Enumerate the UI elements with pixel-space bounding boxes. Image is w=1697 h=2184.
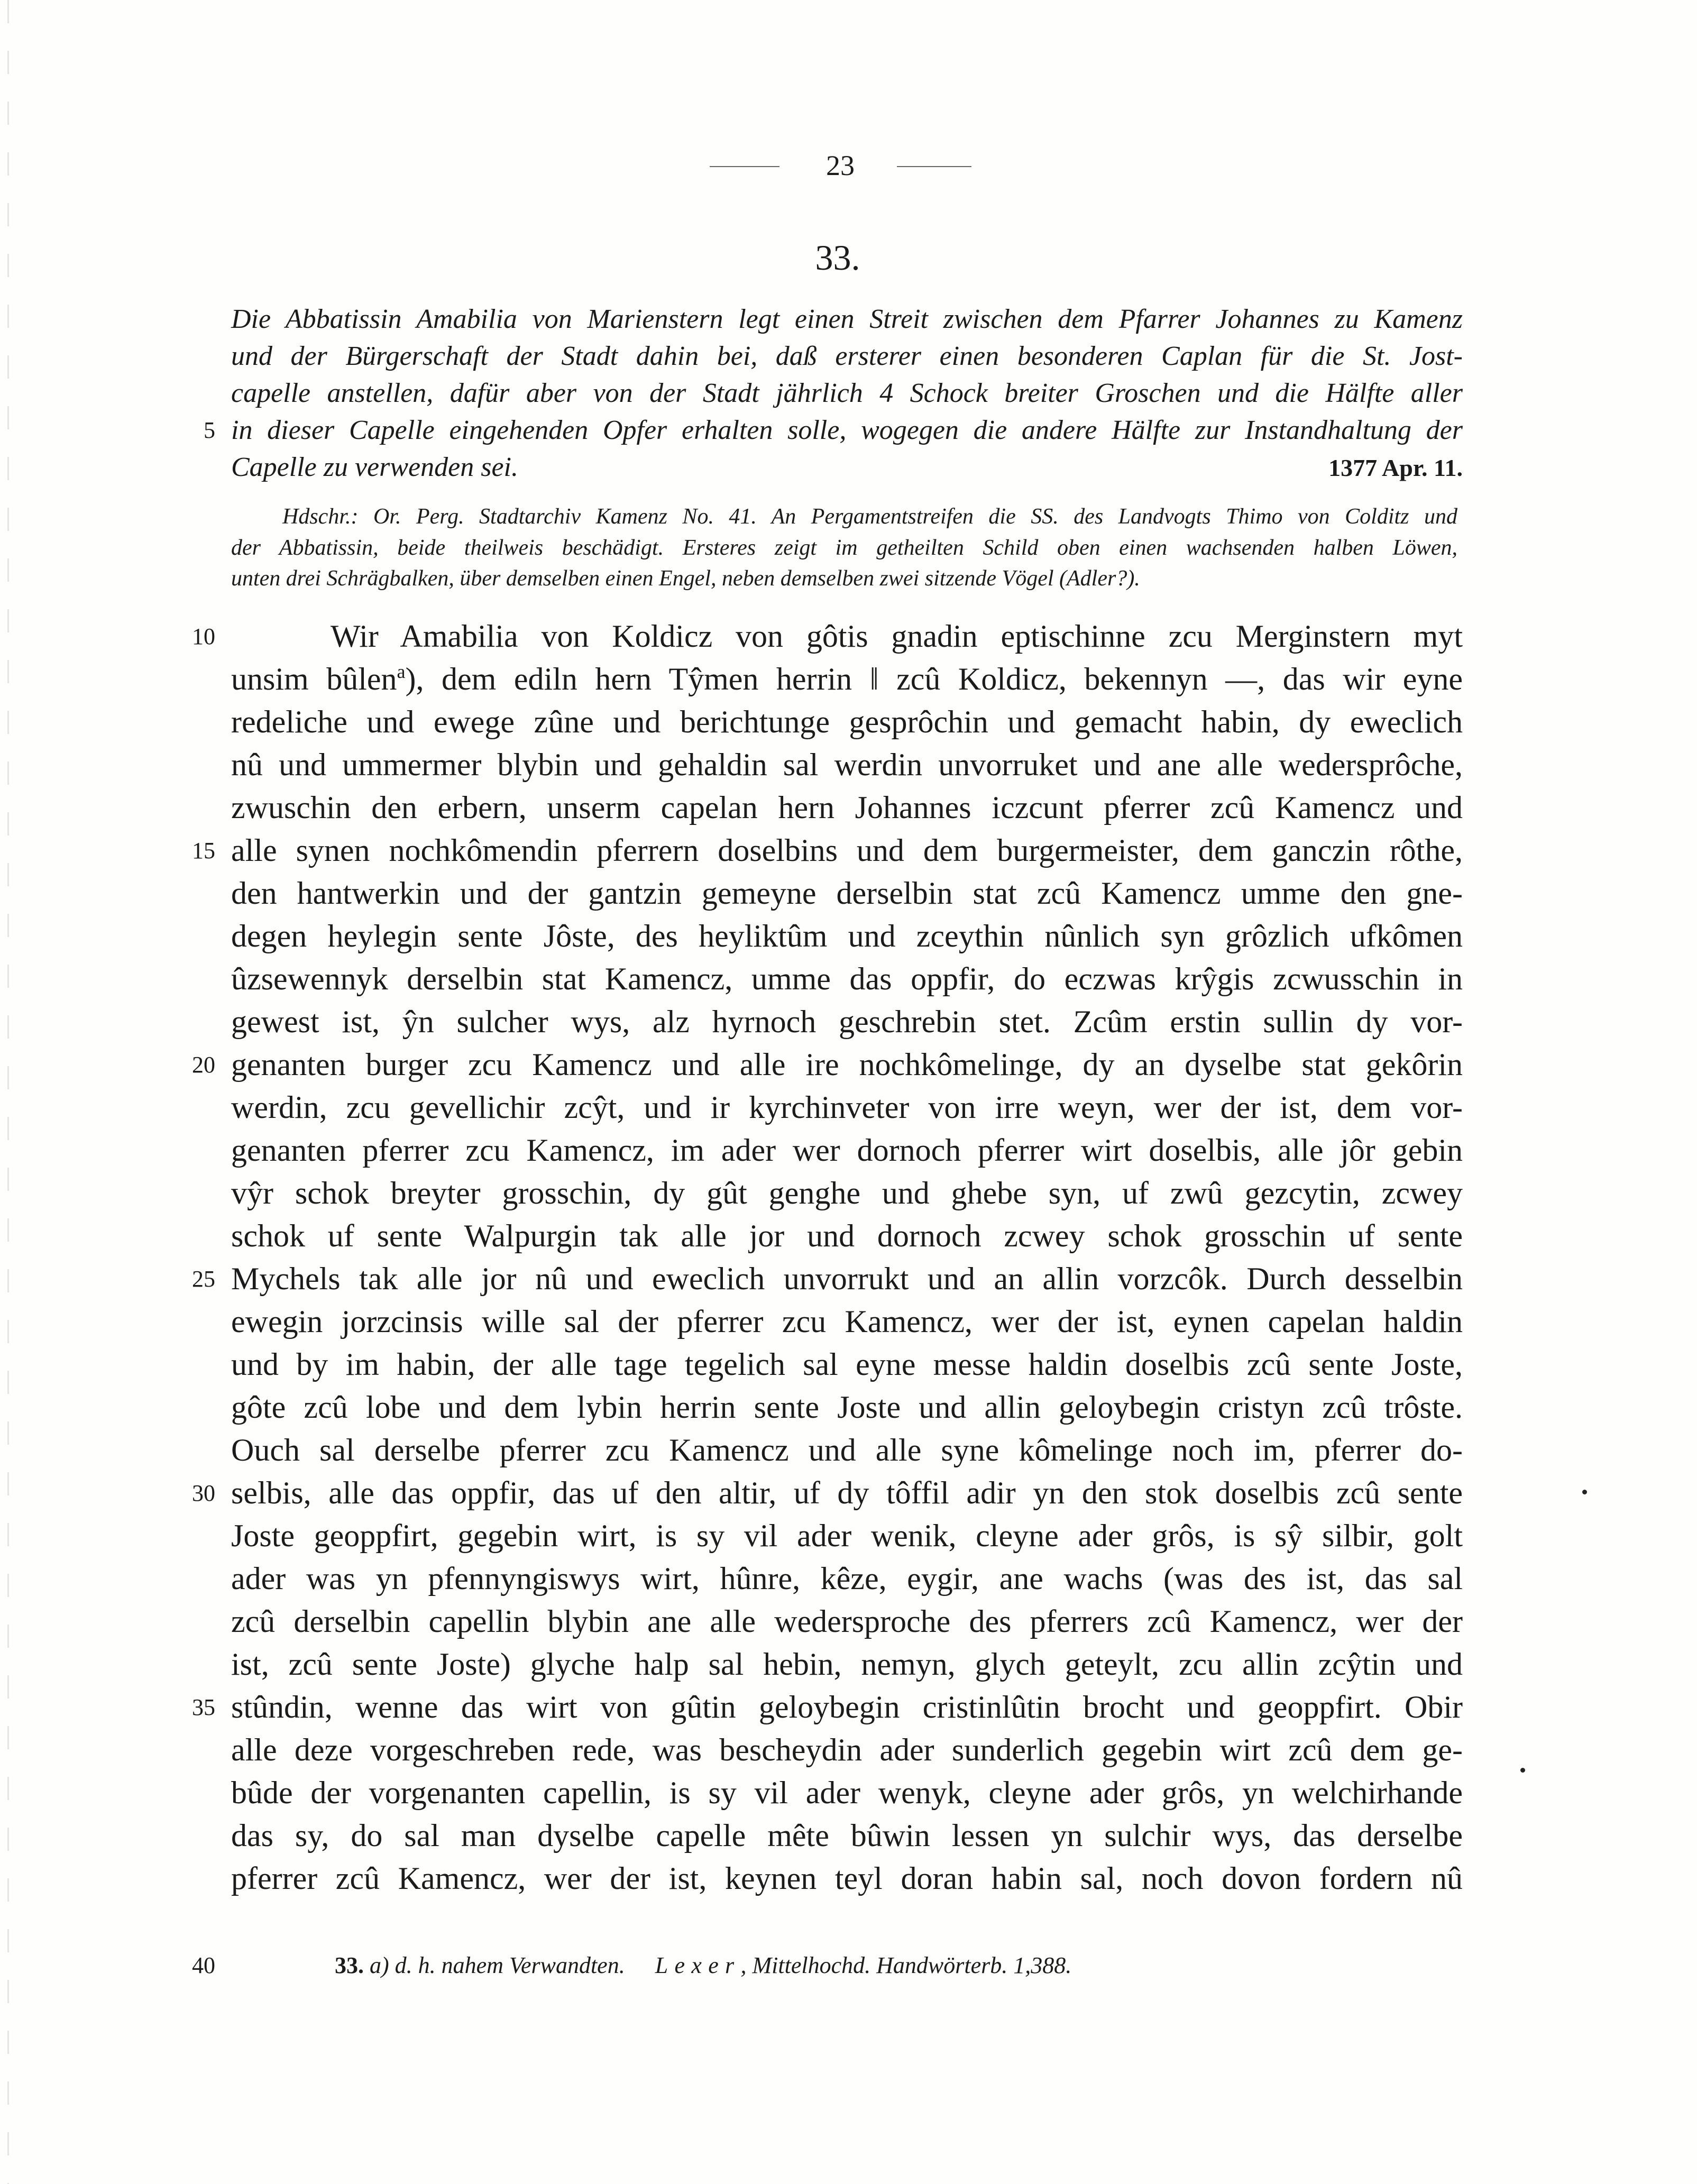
text-line — [192, 829, 1463, 872]
text-line — [231, 1086, 1463, 1129]
source-note-line — [231, 563, 1457, 594]
footnote-reference: 33. — [335, 1952, 364, 1978]
regest-line — [231, 338, 1463, 375]
document-date: 1377 Apr. 11. — [1328, 454, 1463, 481]
text-line — [231, 1515, 1463, 1557]
line-text: das sy, do sal man dyselbe capelle mête bûwin lessen yn sulchir wys, das derselbe — [231, 1818, 1463, 1853]
text-line — [231, 1343, 1463, 1386]
line-text: nû und ummermer blybin und gehaldin sal werdin unvorruket und ane alle wedersprôche, — [231, 747, 1463, 782]
footnote-text: a) d. h. nahem Verwandten. — [370, 1952, 625, 1978]
text-line — [231, 744, 1463, 786]
line-number: 30 — [192, 1480, 215, 1506]
text-line — [231, 1001, 1463, 1043]
text-line — [231, 1557, 1463, 1600]
document-number: 33. — [815, 237, 860, 278]
line-text: ), dem ediln hern Tŷmen herrin ‖ zcû Koldicz, bekennyn —, das wir eyne — [405, 662, 1463, 696]
regest-line — [231, 449, 1463, 486]
charter-text — [192, 615, 1463, 1900]
source-note-line — [231, 501, 1457, 533]
footnote-source: , Mittelhochd. Handwörterb. 1,388. — [740, 1952, 1072, 1978]
text-line — [231, 1600, 1463, 1643]
regest-summary — [204, 301, 1463, 486]
line-text: schok uf sente Walpurgin tak alle jor und dornoch zcwey schok grosschin uf sente — [231, 1218, 1463, 1253]
text-line — [231, 915, 1463, 958]
line-text: ist, zcû sente Joste) glyche halp sal hebin, nemyn, glych geteylt, zcu allin zcŷtin und — [231, 1647, 1463, 1682]
line-number: 15 — [192, 838, 215, 864]
line-text: zwuschin den erbern, unserm capelan hern Johannes iczcunt pferrer zcû Kamencz und — [231, 790, 1463, 825]
regest-line — [231, 301, 1463, 338]
text-line — [192, 1686, 1463, 1729]
text-line — [231, 958, 1463, 1001]
line-text: redeliche und ewege zûne und berichtunge gesprôchin und gemacht habin, dy eweclich — [231, 704, 1463, 739]
page-number: 23 — [826, 150, 855, 181]
text-line — [192, 615, 1463, 658]
text-line — [231, 1386, 1463, 1429]
regest-line-text: und der Bürgerschaft der Stadt dahin bei, daß ersterer einen besonderen Caplan für die St. Jost- — [231, 341, 1463, 371]
text-line — [192, 1472, 1463, 1515]
line-text: selbis, alle das oppfir, das uf den altir, uf dy tôffil adir yn den stok doselbis zcû sente — [231, 1475, 1463, 1510]
line-text: Ouch sal derselbe pferrer zcu Kamencz und alle syne kômelinge noch im, pferrer do- — [231, 1433, 1463, 1467]
text-line — [231, 872, 1463, 915]
source-note-text: der Abbatissin, beide theilweis beschädigt. Ersteres zeigt im getheilten Schild oben einen wachsenden halben Löwen, — [231, 535, 1457, 560]
text-line — [231, 701, 1463, 744]
regest-line-text: Capelle zu verwenden sei. — [231, 452, 518, 482]
scan-edge — [7, 0, 9, 2184]
line-text: degen heylegin sente Jôste, des heyliktûm und zceythin nûnlich syn grôzlich ufkômen — [231, 919, 1463, 953]
line-text: pferrer zcû Kamencz, wer der ist, keynen teyl doran habin sal, noch dovon fordern nû — [231, 1861, 1463, 1896]
text-line — [231, 1814, 1463, 1857]
line-number: 35 — [192, 1694, 215, 1720]
text-line — [231, 1857, 1463, 1900]
line-text: gewest ist, ŷn sulcher wys, alz hyrnoch geschrebin stet. Zcûm erstin sullin dy vor- — [231, 1004, 1463, 1039]
line-text: alle synen nochkômendin pferrern doselbins und dem burgermeister, dem ganczin rôthe, — [231, 833, 1463, 868]
line-text: Wir Amabilia von Koldicz von gôtis gnadin eptischinne zcu Merginstern myt — [331, 619, 1463, 654]
source-note-line — [231, 533, 1457, 564]
page-number-rule-right — [897, 166, 971, 167]
footnote — [192, 1950, 1463, 1981]
footnote-marker: a — [397, 661, 406, 682]
line-text: werdin, zcu gevellichir zcŷt, und ir kyrchinveter von irre weyn, wer der ist, dem vor- — [231, 1090, 1463, 1125]
line-text: ewegin jorzcinsis wille sal der pferrer zcu Kamencz, wer der ist, eynen capelan haldin — [231, 1304, 1463, 1339]
line-text: den hantwerkin und der gantzin gemeyne derselbin stat zcû Kamencz umme den gne- — [231, 876, 1463, 911]
text-line — [231, 1729, 1463, 1772]
line-text: gôte zcû lobe und dem lybin herrin sente Joste und allin geloybegin cristyn zcû trôste. — [231, 1390, 1463, 1425]
line-number: 5 — [204, 417, 215, 443]
line-text: bûde der vorgenanten capellin, is sy vil ader wenyk, cleyne ader grôs, yn welchirhande — [231, 1775, 1463, 1810]
line-text: stûndin, wenne das wirt von gûtin geloybegin cristinlûtin brocht und geoppfirt. Obir — [231, 1690, 1463, 1724]
source-note — [231, 501, 1457, 594]
regest-line-text: in dieser Capelle eingehenden Opfer erhalten solle, wogegen die andere Hälfte zur Instandhaltung der — [231, 415, 1463, 445]
regest-line — [204, 412, 1463, 449]
line-text: genanten pferrer zcu Kamencz, im ader wer dornoch pferrer wirt doselbis, alle jôr gebin — [231, 1133, 1463, 1168]
text-line — [231, 1300, 1463, 1343]
line-number: 25 — [192, 1266, 215, 1292]
text-line — [231, 658, 1463, 701]
line-text: unsim bûlen — [231, 662, 397, 696]
source-note-text: Hdschr.: Or. Perg. Stadtarchiv Kamenz No. 41. An Pergamentstreifen die SS. des Landvogts Thimo von Colditz und — [282, 504, 1457, 529]
source-note-text: unten drei Schrägbalken, über demselben einen Engel, neben demselben zwei sitzende Vögel (Adler?). — [231, 566, 1140, 591]
text-line — [231, 1772, 1463, 1814]
text-line — [231, 1215, 1463, 1258]
line-number: 40 — [192, 1952, 215, 1978]
regest-line-text: capelle anstellen, dafür aber von der Stadt jährlich 4 Schock breiter Groschen und die Hälfte aller — [231, 378, 1463, 408]
line-text: zcû derselbin capellin blybin ane alle wedersproche des pferrers zcû Kamencz, wer der — [231, 1604, 1463, 1639]
scan-speck — [1520, 1768, 1525, 1773]
text-line — [231, 1643, 1463, 1686]
line-number: 20 — [192, 1052, 215, 1078]
text-line — [231, 1429, 1463, 1472]
scan-speck — [1582, 1490, 1587, 1494]
line-text: vŷr schok breyter grosschin, dy gût genghe und ghebe syn, uf zwû gezcytin, zcwey — [231, 1176, 1463, 1210]
line-text: Joste geoppfirt, gegebin wirt, is sy vil ader wenik, cleyne ader grôs, is sŷ silbir, golt — [231, 1518, 1463, 1553]
text-line — [231, 1129, 1463, 1172]
text-line — [231, 1172, 1463, 1215]
regest-line — [231, 375, 1463, 412]
line-number: 10 — [192, 623, 215, 649]
line-text: ader was yn pfennyngiswys wirt, hûnre, kêze, eygir, ane wachs (was des ist, das sal — [231, 1561, 1463, 1596]
line-text: alle deze vorgeschreben rede, was bescheydin ader sunderlich gegebin wirt zcû dem ge- — [231, 1732, 1463, 1767]
line-text: Mychels tak alle jor nû und eweclich unvorrukt und an allin vorzcôk. Durch desselbin — [231, 1261, 1463, 1296]
line-text: genanten burger zcu Kamencz und alle ire nochkômelinge, dy an dyselbe stat gekôrin — [231, 1047, 1463, 1082]
line-text: und by im habin, der alle tage tegelich sal eyne messe haldin doselbis zcû sente Joste, — [231, 1347, 1463, 1382]
footnote-author: Lexer — [655, 1952, 741, 1978]
regest-line-text: Die Abbatissin Amabilia von Marienstern legt einen Streit zwischen dem Pfarrer Johannes zu Kamenz — [231, 304, 1463, 334]
text-line — [192, 1258, 1463, 1300]
text-line — [192, 1043, 1463, 1086]
line-text: ûzsewennyk derselbin stat Kamencz, umme das oppfir, do eczwas krŷgis zcwusschin in — [231, 961, 1463, 996]
text-line — [231, 786, 1463, 829]
